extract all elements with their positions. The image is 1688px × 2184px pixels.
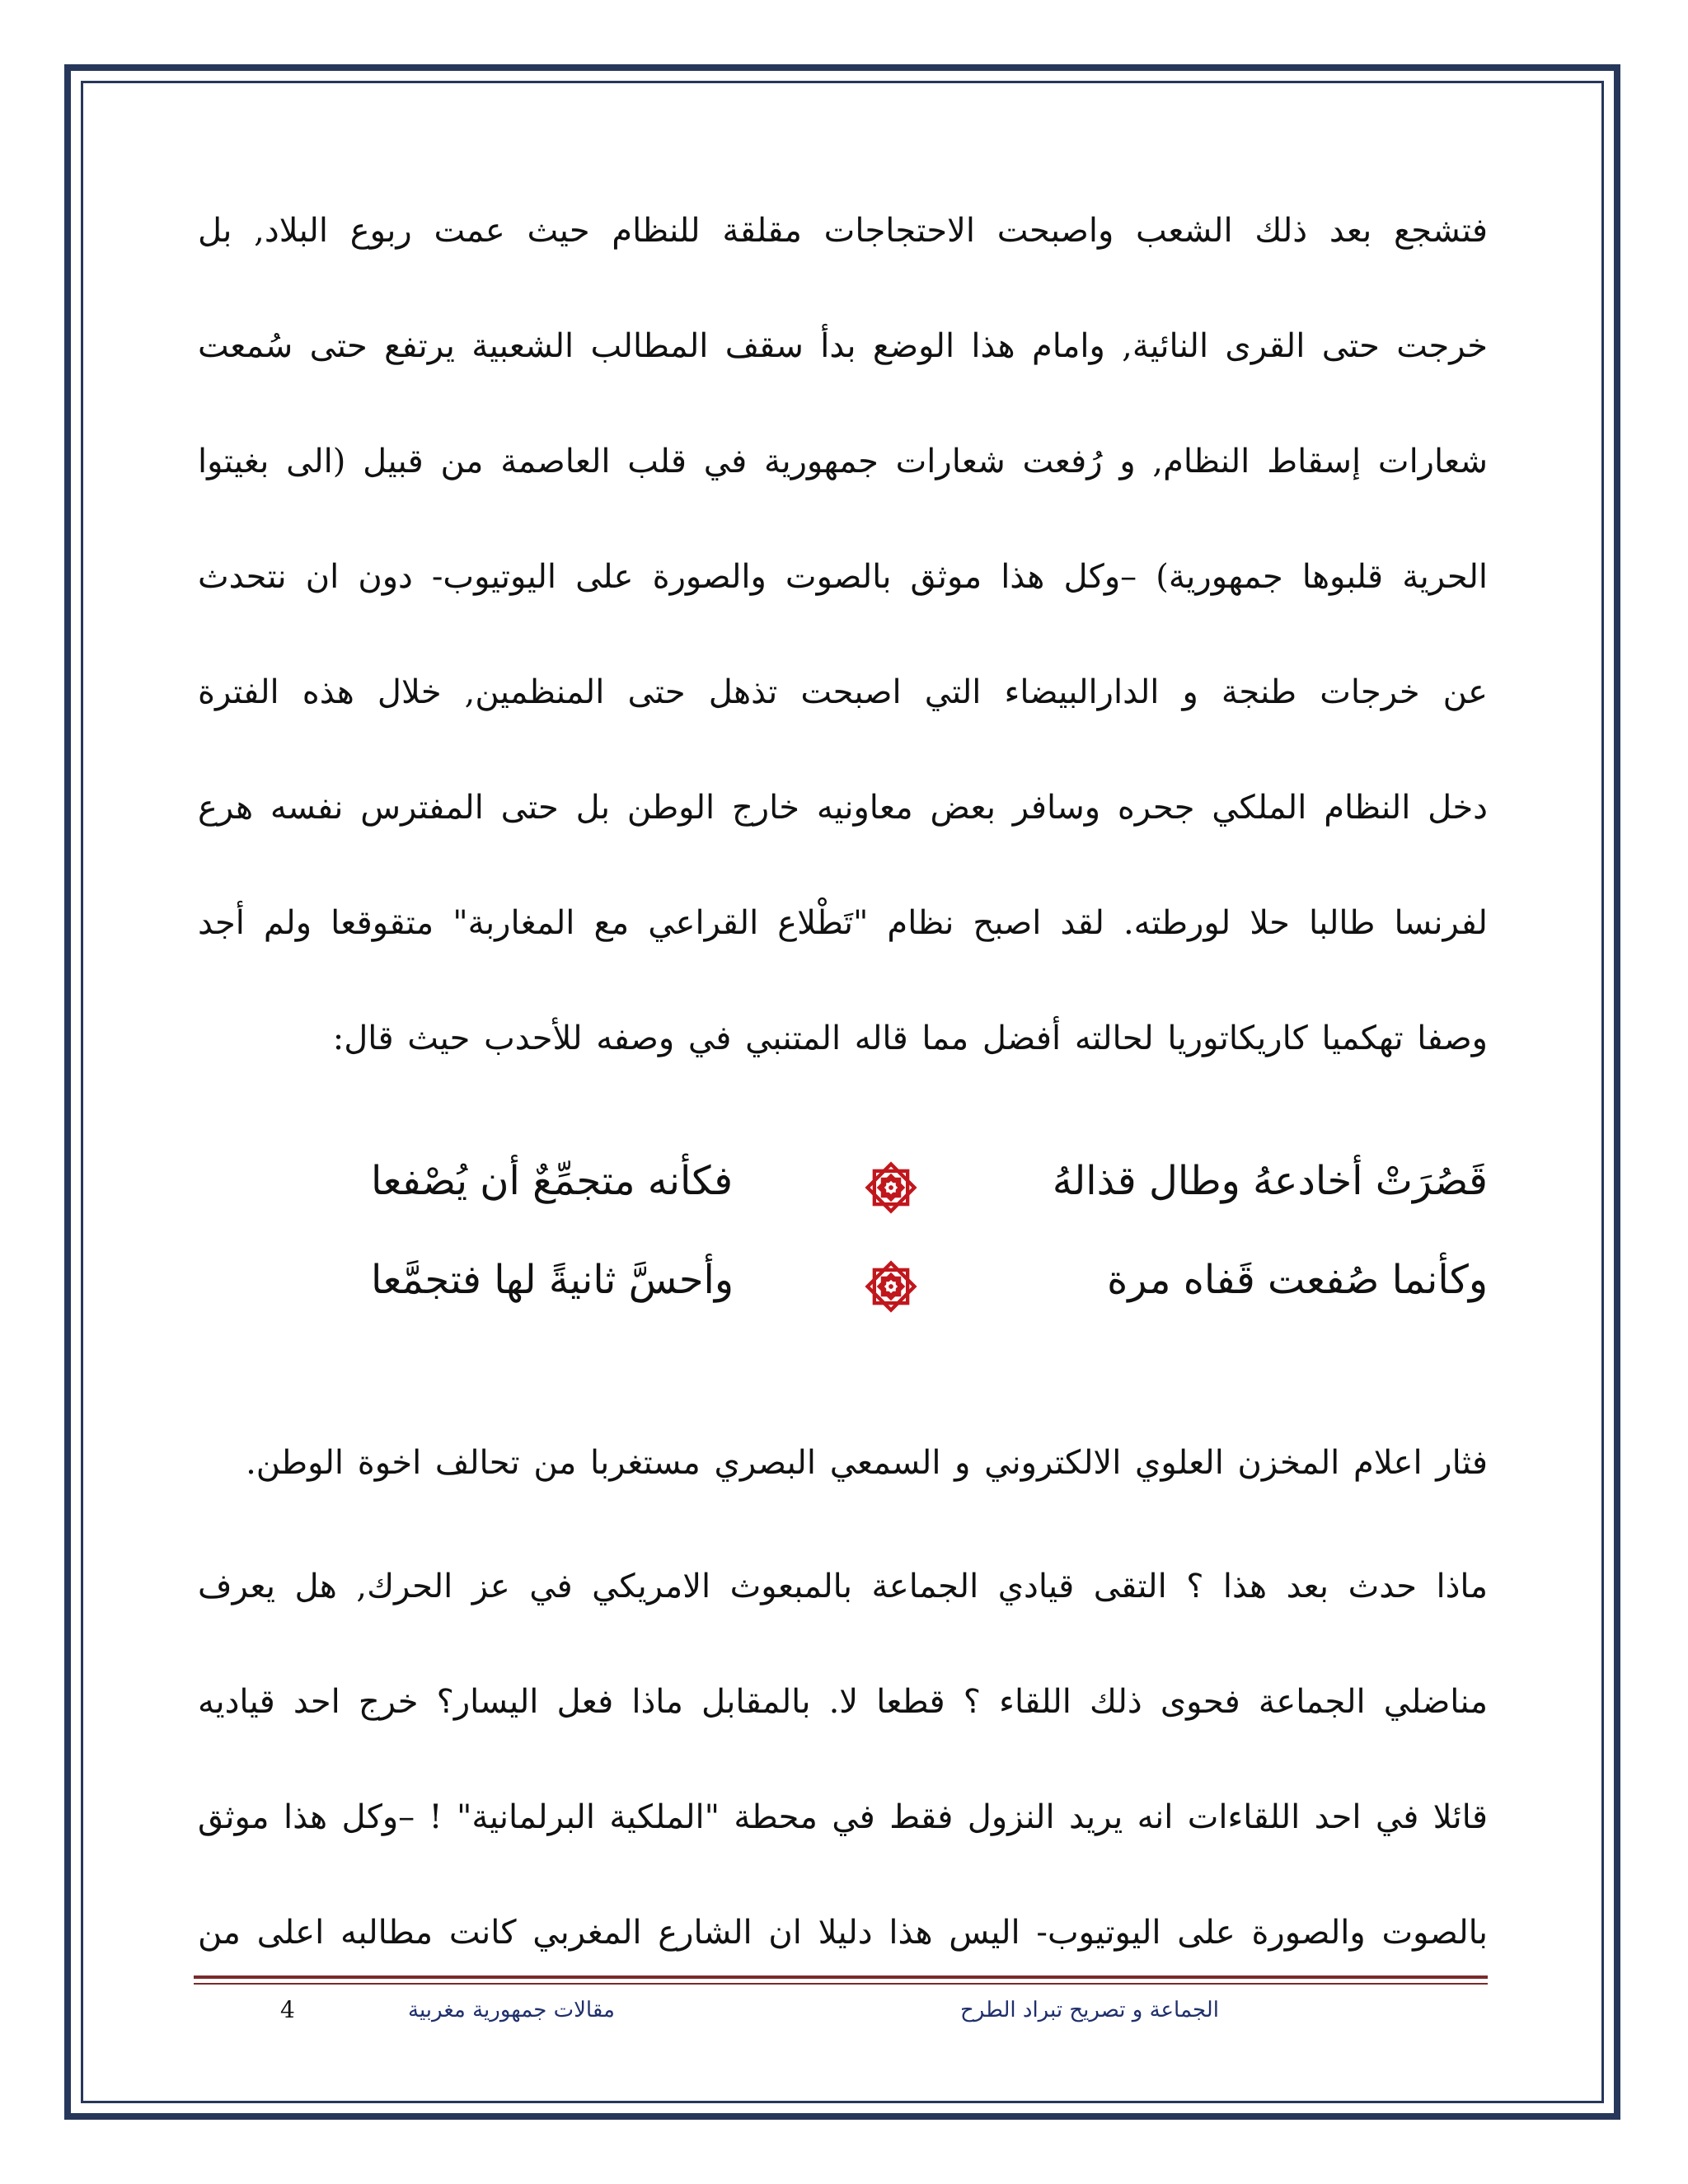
verse-second-hemistich: وأحسَّ ثانيةً لها فتجمَّعا [371, 1257, 734, 1303]
poem-verse [198, 1232, 1488, 1331]
page-footer [194, 1993, 1488, 2034]
star-ornament-icon [861, 1158, 921, 1217]
text-line: خرجت حتى القرى النائية, وامام هذا الوضع بدأ سقف المطالب الشعبية يرتفع حتى سُمعت [198, 327, 1488, 365]
text-line: دخل النظام الملكي جحره وسافر بعض معاونيه خارج الوطن بل حتى المفترس نفسه هرع [198, 789, 1488, 827]
verse-first-hemistich: قَصُرَتْ أخادعهُ وطال قذالهُ [1052, 1158, 1488, 1204]
footer-title: الجماعة و تصريح تبراد الطرح [960, 1998, 1219, 2022]
poem-verse [198, 1133, 1488, 1232]
text-line: الحرية قلبوها جمهورية) –وكل هذا موثق بالصوت والصورة على اليوتيوب- دون ان نتحدث [198, 558, 1488, 596]
star-ornament-icon [861, 1257, 921, 1316]
text-line: ماذا حدث بعد هذا ؟ التقى قيادي الجماعة بالمبعوث الامريكي في عز الحرك, هل يعرف [198, 1568, 1488, 1605]
verse-first-hemistich: وكأنما صُفعت قَفاه مرة [1107, 1257, 1488, 1303]
paragraph-3 [198, 1529, 1488, 1990]
text-line: بالصوت والصورة على اليوتيوب- اليس هذا دليلا ان الشارع المغربي كانت مطالبه اعلى من [198, 1914, 1488, 1952]
paragraph-2 [198, 1405, 1488, 1521]
footer-series: مقالات جمهورية مغربية [408, 1998, 615, 2022]
text-line: عن خرجات طنجة و الدارالبيضاء التي اصبحت تذهل حتى المنظمين, خلال هذه الفترة [198, 673, 1488, 711]
text-line: فثار اعلام المخزن العلوي الالكتروني و السمعي البصري مستغربا من تحالف اخوة الوطن. [246, 1444, 1488, 1482]
text-line: فتشجع بعد ذلك الشعب واصبحت الاحتجاجات مقلقة للنظام حيث عمت ربوع البلاد, بل [198, 212, 1488, 250]
paragraph-1 [198, 173, 1488, 1096]
verse-second-hemistich: فكأنه متجمِّعٌ أن يُصْفعا [371, 1158, 734, 1204]
footer-divider [194, 1983, 1488, 1985]
footer-divider [194, 1975, 1488, 1979]
text-line: لفرنسا طالبا حلا لورطته. لقد اصبح نظام "تَطْلاع القراعي مع المغاربة" متقوقعا ولم أجد [198, 904, 1488, 942]
text-line: شعارات إسقاط النظام, و رُفعت شعارات جمهورية في قلب العاصمة من قبيل (الى بغيتوا [198, 443, 1488, 480]
page-number: 4 [280, 1996, 295, 2023]
text-line: قائلا في احد اللقاءات انه يريد النزول فقط في محطة "الملكية البرلمانية" ! –وكل هذا موثق [198, 1798, 1488, 1836]
text-line: وصفا تهكميا كاريكاتوريا لحالته أفضل مما قاله المتنبي في وصفه للأحدب حيث قال: [332, 1019, 1488, 1057]
text-line: مناضلي الجماعة فحوى ذلك اللقاء ؟ قطعا لا. بالمقابل ماذا فعل اليسار؟ خرج احد قياديه [198, 1683, 1488, 1721]
poem [198, 1133, 1488, 1331]
